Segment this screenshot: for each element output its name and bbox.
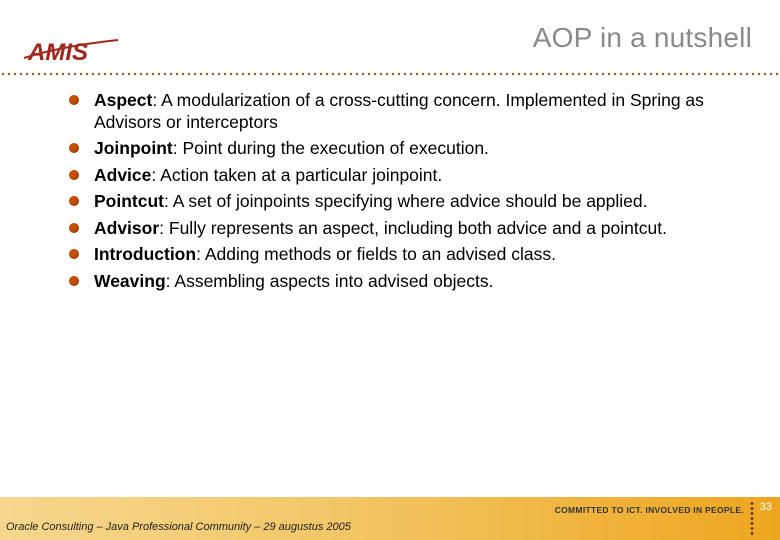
svg-text:AMIS: AMIS bbox=[28, 39, 88, 66]
footer-bar bbox=[0, 497, 780, 540]
bullet-dot-icon bbox=[69, 170, 79, 180]
bullet-text: : Assembling aspects into advised objects. bbox=[165, 270, 494, 291]
bullet-item-pointcut bbox=[66, 191, 746, 213]
bullet-term: Joinpoint bbox=[94, 138, 173, 158]
bullet-text: : Point during the execution of execution. bbox=[172, 138, 489, 158]
bullet-list bbox=[66, 90, 746, 297]
bullet-dot-icon bbox=[69, 249, 79, 259]
bullet-text: : Adding methods or fields to an advised class. bbox=[196, 244, 556, 264]
bullet-dot-icon bbox=[69, 143, 79, 153]
bullet-text: : Action taken at a particular joinpoint. bbox=[151, 164, 443, 185]
bullet-dot-icon bbox=[69, 223, 79, 233]
bullet-dot-icon bbox=[69, 196, 79, 206]
bullet-term: Advisor bbox=[94, 217, 160, 238]
footer-slogan: COMMITTED TO ICT. INVOLVED IN PEOPLE. bbox=[554, 505, 744, 515]
amis-logo bbox=[22, 30, 120, 70]
bullet-term: Pointcut bbox=[94, 191, 164, 211]
page-number: 33 bbox=[759, 501, 772, 513]
bullet-term: Aspect bbox=[94, 90, 153, 110]
bullet-dot-icon bbox=[69, 276, 79, 286]
bullet-text: : Fully represents an aspect, including both advice and a pointcut. bbox=[159, 217, 667, 238]
footer-text: Oracle Consulting – Java Professional Community – 29 augustus 2005 bbox=[6, 521, 351, 533]
bullet-item-advice bbox=[66, 165, 746, 187]
bullet-item-advisor bbox=[66, 218, 746, 240]
bullet-item-joinpoint bbox=[66, 138, 746, 160]
bullet-item-weaving bbox=[66, 271, 746, 293]
bullet-term: Weaving bbox=[94, 270, 166, 291]
bullet-item-aspect bbox=[66, 90, 746, 133]
bullet-item-introduction bbox=[66, 244, 746, 266]
bullet-term: Introduction bbox=[94, 244, 197, 264]
header-dotted-divider bbox=[0, 72, 780, 76]
bullet-text: : A set of joinpoints specifying where advice should be applied. bbox=[164, 191, 648, 211]
bullet-term: Advice bbox=[94, 164, 152, 185]
amis-logo-mark bbox=[22, 30, 120, 70]
slide-title: AOP in a nutshell bbox=[532, 22, 752, 53]
footer-dotted-separator bbox=[750, 501, 754, 537]
bullet-dot-icon bbox=[69, 95, 79, 105]
bullet-text: : A modularization of a cross-cutting concern. Implemented in Spring as Advisors or interceptors bbox=[94, 90, 704, 132]
